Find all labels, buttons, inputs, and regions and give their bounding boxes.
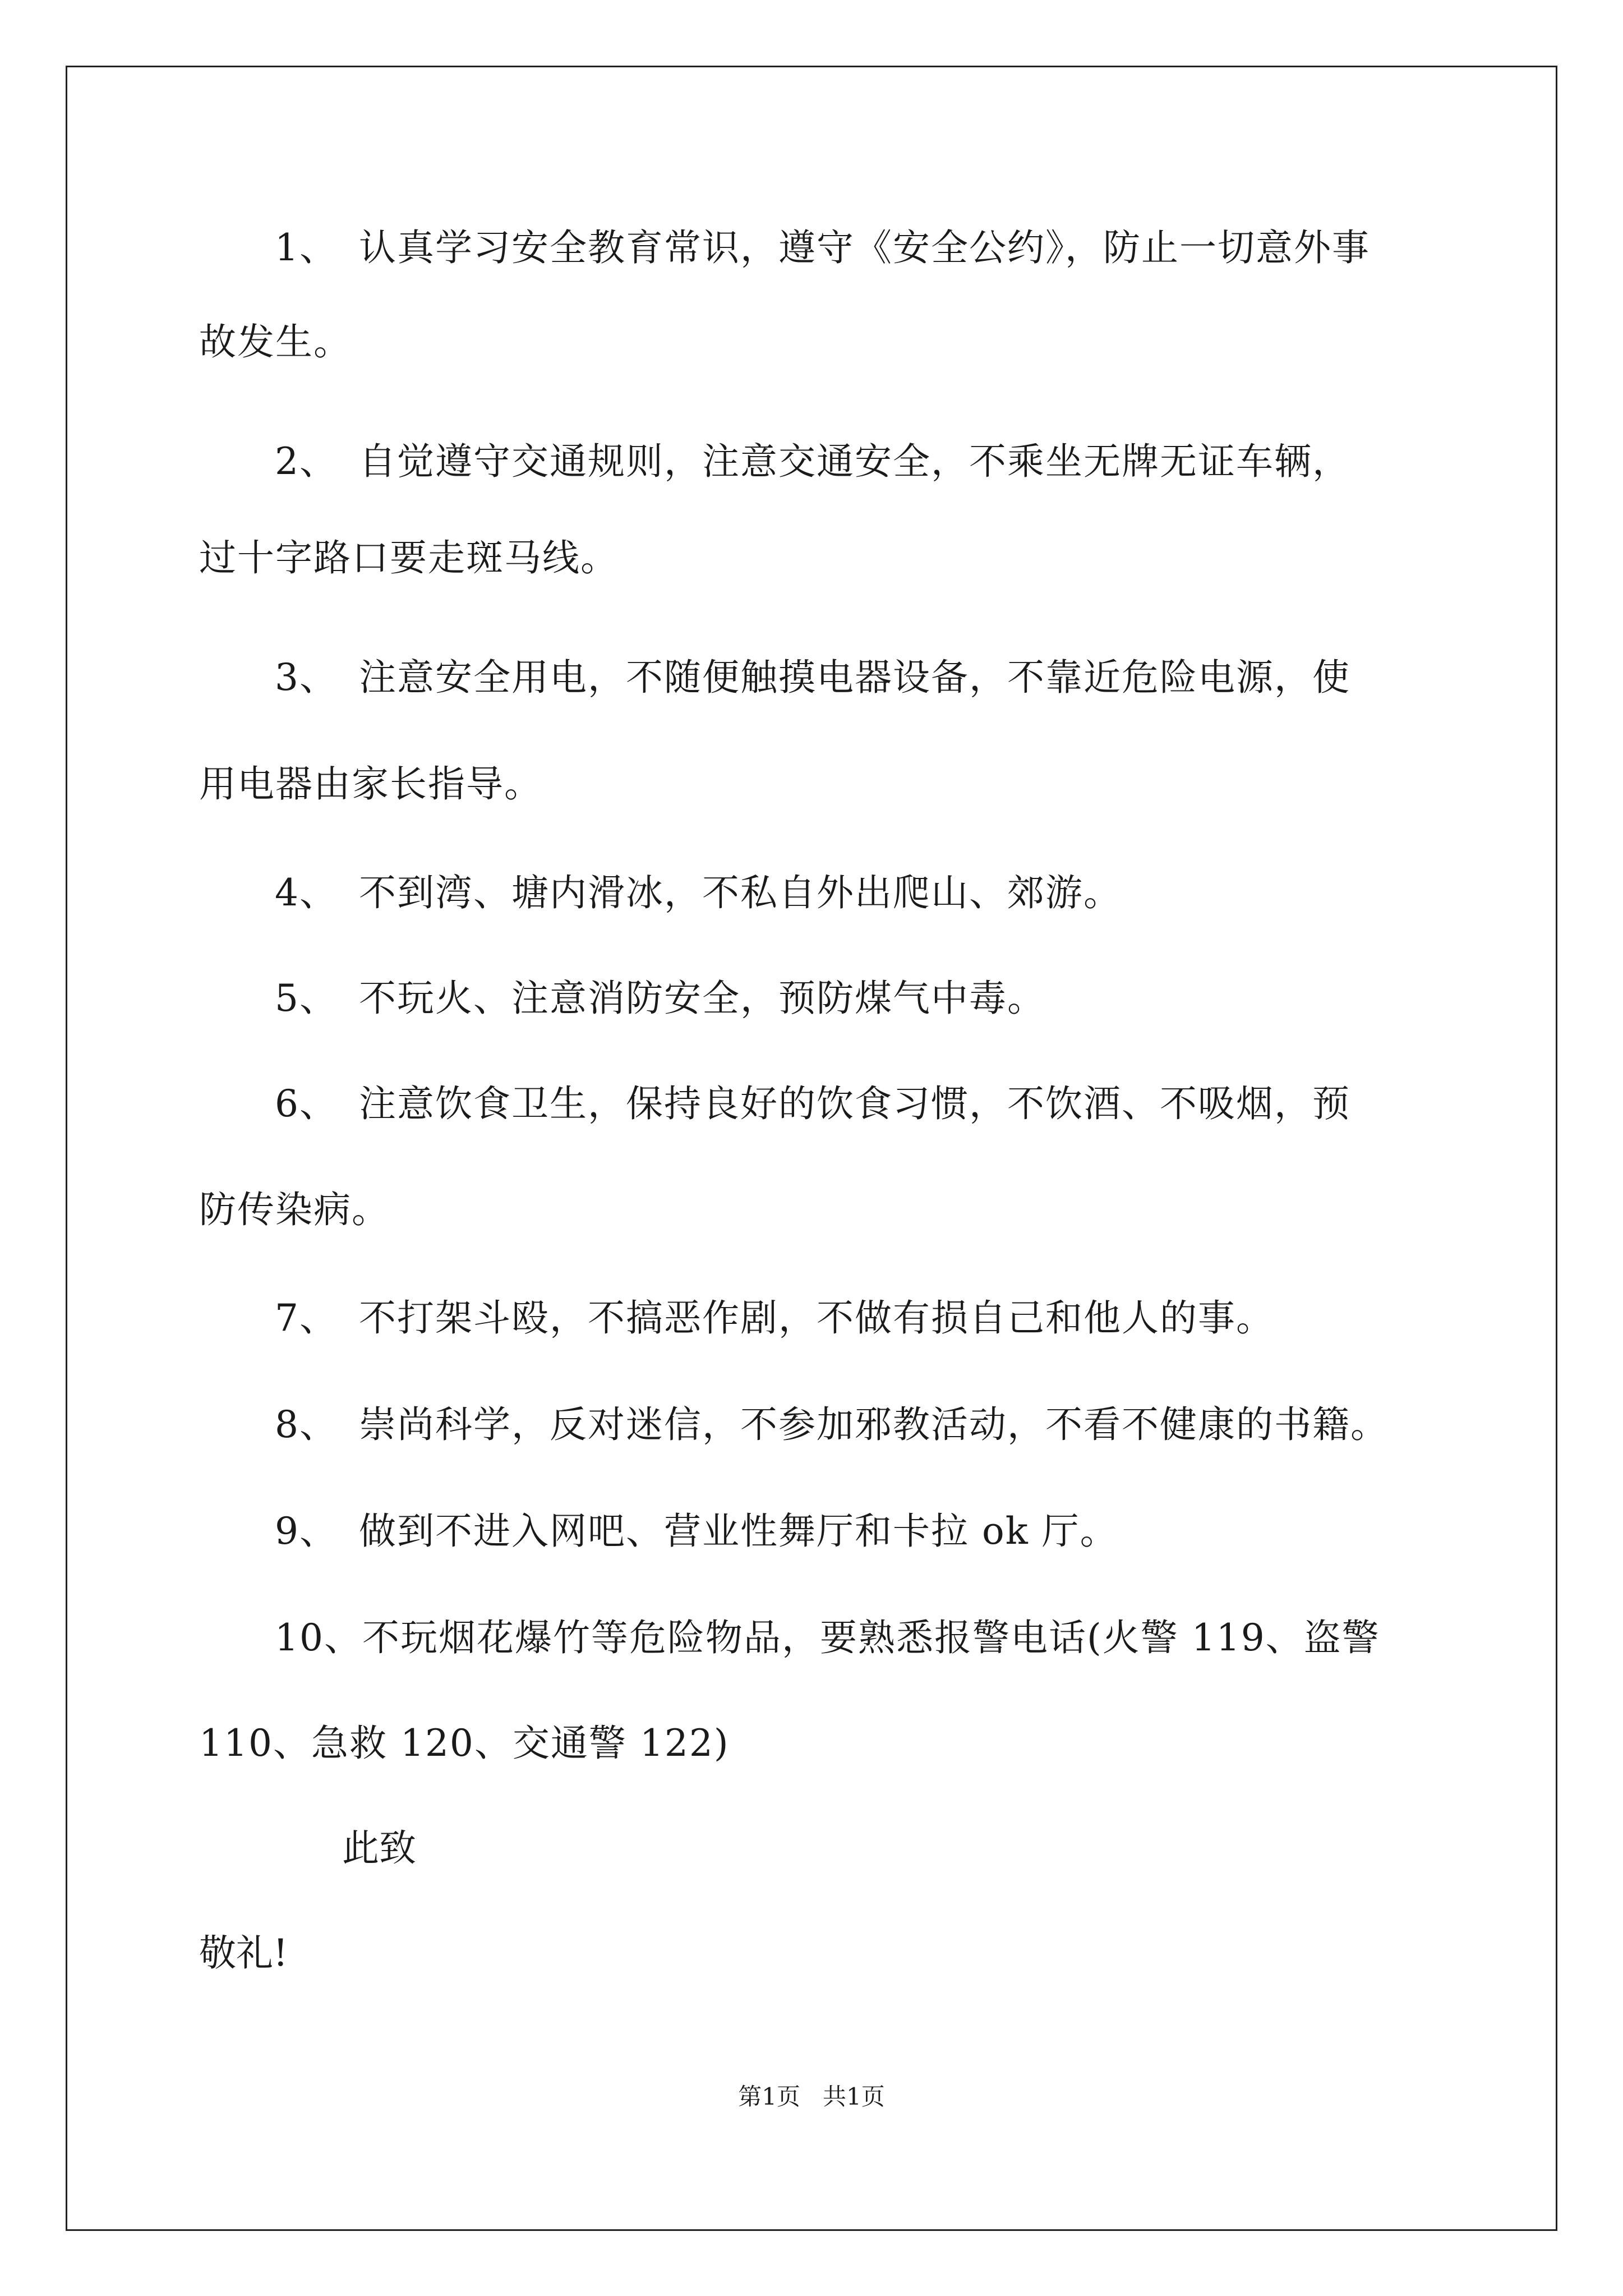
list-item-6-continued xyxy=(199,1185,390,1235)
item-text: 崇尚科学，反对迷信，不参加邪教活动，不看不健康的书籍。 xyxy=(359,1403,1389,1446)
item-text: 110、急救 120、交通警 122) xyxy=(199,1722,730,1765)
list-item-9 xyxy=(275,1506,1118,1557)
list-item-8 xyxy=(275,1400,1389,1450)
item-number: 10、 xyxy=(275,1616,362,1659)
page-border xyxy=(66,66,1557,2231)
item-number: 8、 xyxy=(275,1403,338,1446)
item-text: 不打架斗殴，不搞恶作剧，不做有损自己和他人的事。 xyxy=(359,1296,1274,1340)
item-text: 自觉遵守交通规则，注意交通安全，不乘坐无牌无证车辆， xyxy=(359,440,1350,483)
item-text: 注意安全用电，不随便触摸电器设备，不靠近危险电源，使 xyxy=(359,656,1350,699)
list-item-5 xyxy=(275,973,1045,1024)
item-text: 认真学习安全教育常识，遵守《安全公约》，防止一切意外事 xyxy=(359,226,1370,269)
list-item-2-continued xyxy=(199,533,619,583)
list-item-1 xyxy=(275,223,1370,273)
list-item-1-continued xyxy=(199,317,352,367)
page-footer: 第1页 共1页 xyxy=(738,2083,885,2110)
item-text: 不玩火、注意消防安全，预防煤气中毒。 xyxy=(359,977,1045,1020)
closing-regards: 敬礼! xyxy=(199,1931,288,1975)
item-number: 2、 xyxy=(275,440,338,483)
item-text: 故发生。 xyxy=(199,320,352,364)
list-item-2 xyxy=(275,436,1350,487)
item-number: 6、 xyxy=(275,1082,338,1125)
list-item-4 xyxy=(275,868,1122,918)
item-number: 3、 xyxy=(275,656,338,699)
list-item-3-continued xyxy=(199,759,542,809)
list-item-7 xyxy=(275,1293,1274,1343)
list-item-3 xyxy=(275,652,1350,703)
item-number: 7、 xyxy=(275,1296,338,1340)
list-item-10-continued xyxy=(199,1718,730,1769)
item-number: 1、 xyxy=(275,226,338,269)
item-number: 4、 xyxy=(275,871,338,914)
list-item-10 xyxy=(275,1613,1380,1663)
item-number: 9、 xyxy=(275,1510,338,1553)
closing-salutation: 此致 xyxy=(342,1826,416,1870)
item-text: 不玩烟花爆竹等危险物品，要熟悉报警电话(火警 119、盗警 xyxy=(362,1616,1380,1659)
item-text: 做到不进入网吧、营业性舞厅和卡拉 ok 厅。 xyxy=(359,1510,1118,1553)
item-number: 5、 xyxy=(275,977,338,1020)
item-text: 过十字路口要走斑马线。 xyxy=(199,536,619,579)
item-text: 防传染病。 xyxy=(199,1188,390,1231)
item-text: 注意饮食卫生，保持良好的饮食习惯，不饮酒、不吸烟，预 xyxy=(359,1082,1350,1125)
item-text: 用电器由家长指导。 xyxy=(199,762,542,806)
item-text: 不到湾、塘内滑冰，不私自外出爬山、郊游。 xyxy=(359,871,1122,914)
list-item-6 xyxy=(275,1079,1350,1129)
